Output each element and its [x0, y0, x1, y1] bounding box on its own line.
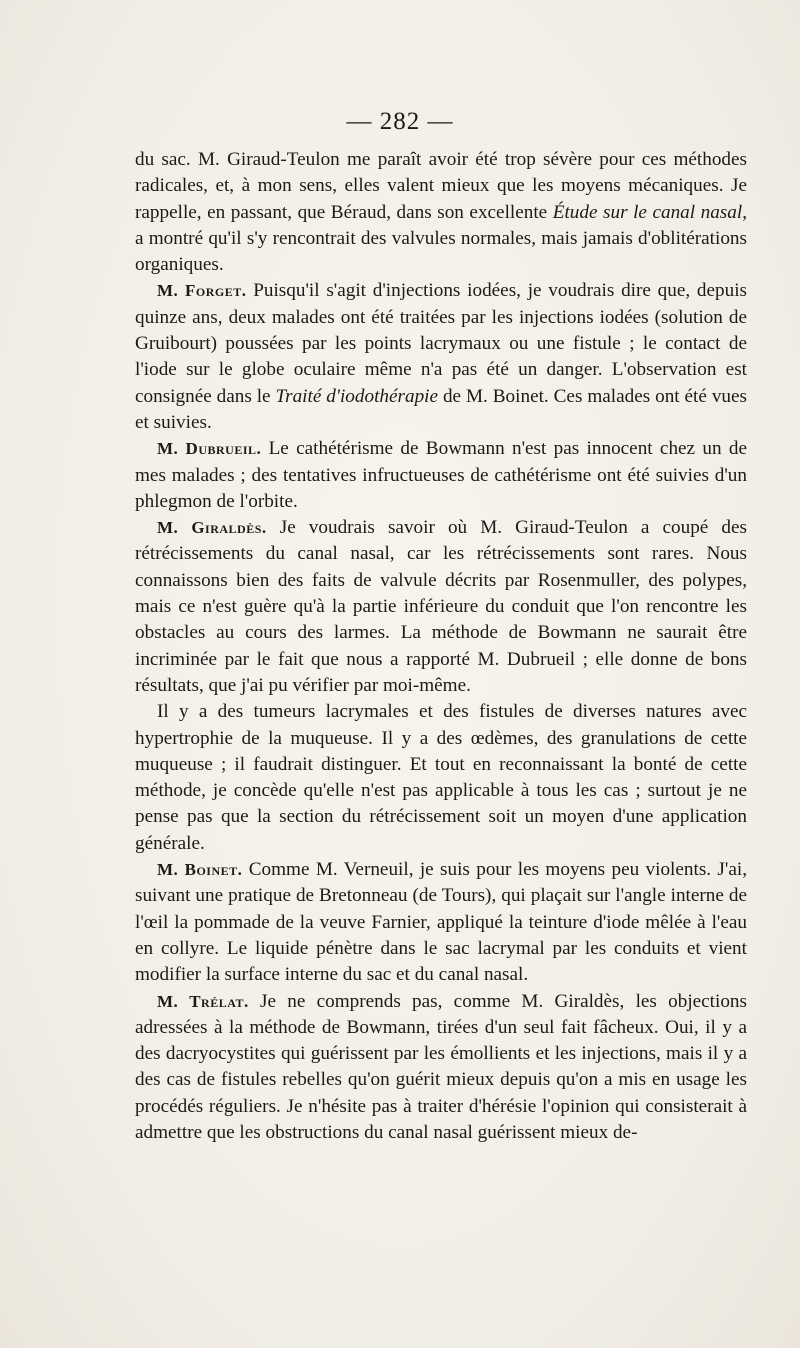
speaker-name: M. Giraldès.: [157, 518, 267, 538]
speaker-name: M. Boinet.: [157, 860, 243, 880]
paragraph-6: [135, 857, 747, 988]
page-number: — 282 —: [346, 108, 454, 135]
body-text: [135, 147, 747, 1146]
paragraph-text: Puisqu'il s'agit d'injections iodées, je voudrais dire que, depuis quinze ans, deux malades ont été traitées par les injections iodées (solution de Gruibourt) poussées par les points lacrymaux ou une fistule ; le contact de l'iode sur le globe oculaire même n'a pas été un danger. L'observation est consignée dans le: [135, 280, 747, 407]
paragraph-4: [135, 515, 747, 699]
italic-title: Étude sur le canal nasal: [552, 201, 743, 223]
paragraph-2: [135, 278, 747, 436]
paragraph-text: du sac. M. Giraud-Teulon me paraît avoir été trop sévère pour ces méthodes radicales, et, à mon sens, elles valent mieux que les moyens mécaniques. Je rappelle, en passant, que Béraud, dans son excellente: [135, 149, 747, 223]
paragraph-1: [135, 147, 747, 278]
speaker-name: M. Forget.: [157, 281, 247, 301]
paragraph-text: de M. Boinet. Ces malades ont été vues et suivies.: [135, 385, 747, 433]
paragraph-text: Il y a des tumeurs lacrymales et des fistules de diverses natures avec hypertrophie de la muqueuse. Il y a des œdèmes, des granulations de cette muqueuse ; il faudrait distinguer. Et tout en reconnaissant la bonté de cette méthode, je concède qu'elle n'est pas applicable à tous les cas ; surtout je ne pense pas que la section du rétrécissement soit un moyen d'une application générale.: [135, 701, 747, 854]
paragraph-text: Comme M. Verneuil, je suis pour les moyens peu violents. J'ai, suivant une pratique de Bretonneau (de Tours), qui plaçait sur l'angle interne de l'œil la pommade de la veuve Farnier, appliqué la teinture d'iode mêlée à l'eau en collyre. Le liquide pénètre dans le sac lacrymal par les conduits et vient modifier la surface interne du sac et du canal nasal.: [135, 859, 747, 986]
paragraph-7: [135, 989, 747, 1147]
paragraph-5: [135, 699, 747, 857]
paragraph-text: Le cathétérisme de Bowmann n'est pas innocent chez un de mes malades ; des tentatives infructueuses de cathétérisme ont été suivies d'un phlegmon de l'orbite.: [135, 438, 747, 512]
paragraph-text: Je voudrais savoir où M. Giraud-Teulon a coupé des rétrécissements du canal nasal, car les rétrécissements sont rares. Nous connaissons bien des faits de valvule décrits par Rosenmuller, des polypes, mais ce n'est guère qu'à la partie inférieure du conduit que l'on rencontre les obstacles au cours des larmes. La méthode de Bowmann ne saurait être incriminée par le fait que nous a rapporté M. Dubrueil ; elle donne de bons résultats, que j'ai pu vérifier par moi-même.: [135, 517, 747, 696]
italic-title: Traité d'iodothérapie: [275, 385, 439, 407]
speaker-name: M. Dubrueil.: [157, 439, 262, 459]
paragraph-text: , a montré qu'il s'y rencontrait des valvules normales, mais jamais d'oblitérations organiques.: [135, 201, 747, 276]
paragraph-3: [135, 436, 747, 515]
speaker-name: M. Trélat.: [157, 991, 249, 1011]
paragraph-text: Je ne comprends pas, comme M. Giraldès, les objections adressées à la méthode de Bowmann, tirées d'un seul fait fâcheux. Oui, il y a des dacryocystites qui guérissent par les émollients et les injections, mais il y a des cas de fistules rebelles qu'on guérit mieux depuis qu'on a mis en usage les procédés réguliers. Je n'hésite pas à traiter d'hérésie l'opinion qui consisterait à admettre que les obstructions du canal nasal guérissent mieux de-: [135, 990, 747, 1143]
